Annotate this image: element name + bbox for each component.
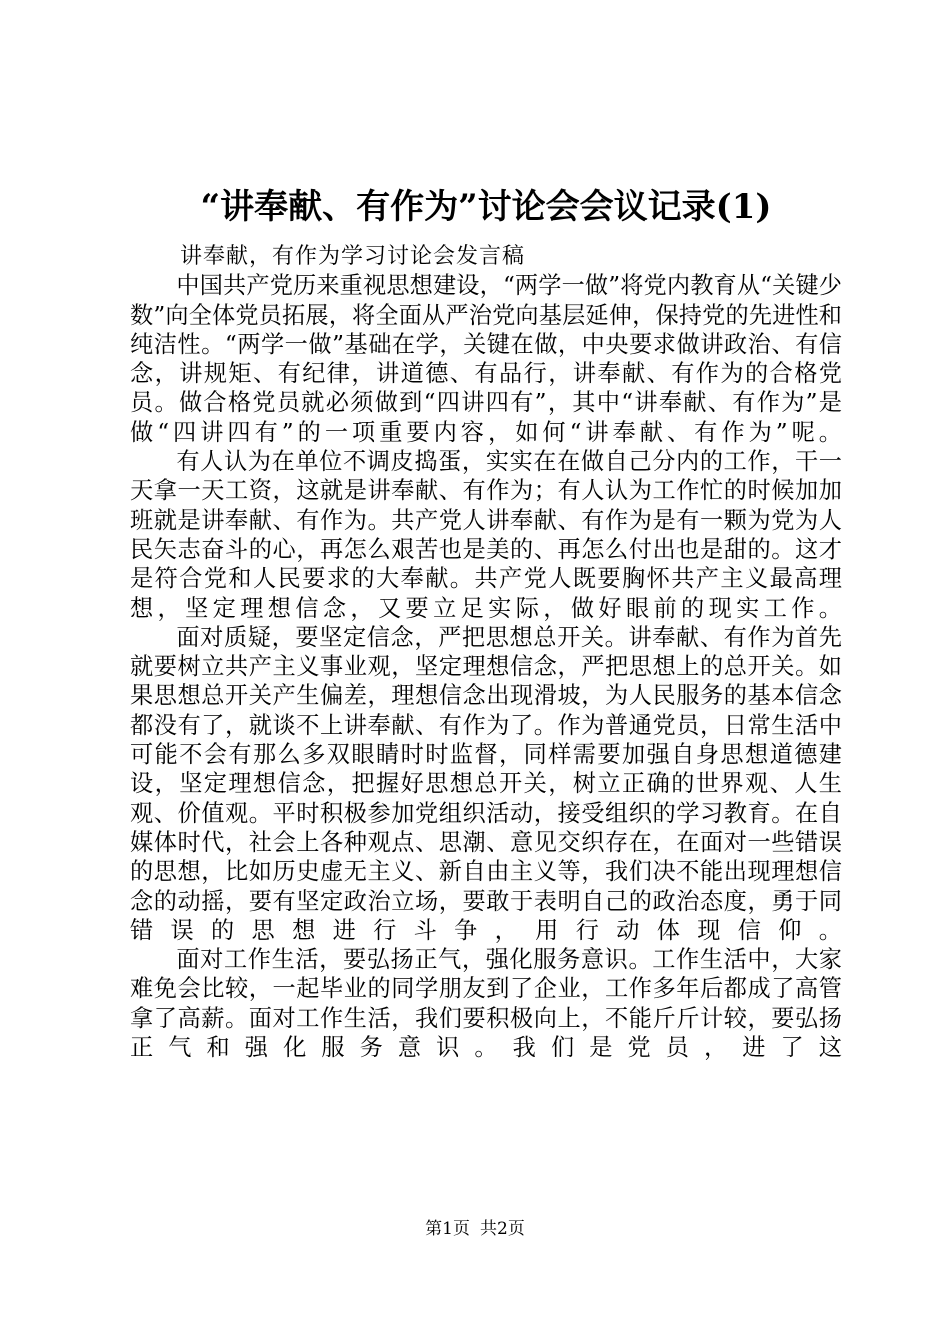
paragraph-1: 中国共产党历来重视思想建设，“两学一做”将党内教育从“关键少数”向全体党员拓展，将全面从严治党向基层延伸，保持党的先进性和纯洁性。“两学一做”基础在学，关键在做，中央要求做讲政治、有信念，讲规矩、有纪律，讲道德、有品行，讲奉献、有作为的合格党员。做合格党员就必须做到“四讲四有”，其中“讲奉献、有作为”是做“四讲四有”的一项重要内容，如何“讲奉献、有作为”呢。 [130,272,842,446]
document-body [130,182,842,1062]
page-number-current: 第1页 [425,1219,470,1239]
document-title: “讲奉献、有作为”讨论会会议记录(1) [200,187,772,227]
paragraph-4: 面对工作生活，要弘扬正气，强化服务意识。工作生活中，大家难免会比较，一起毕业的同学朋友到了企业，工作多年后都成了高管拿了高薪。面对工作生活，我们要积极向上，不能斤斤计较，要弘扬正气和强化服务意识。我们是党员，进了这 [130,946,842,1062]
page-number-total: 共2页 [480,1219,525,1239]
page-footer [0,1218,950,1240]
paragraph-2: 有人认为在单位不调皮捣蛋，实实在在做自己分内的工作，干一天拿一天工资，这就是讲奉献、有作为；有人认为工作忙的时候加加班就是讲奉献、有作为。共产党人讲奉献、有作为是有一颗为党为人民矢志奋斗的心，再怎么艰苦也是美的、再怎么付出也是甜的。这才是符合党和人民要求的大奉献。共产党人既要胸怀共产主义最高理想，坚定理想信念，又要立足实际，做好眼前的现实工作。 [130,448,842,622]
document-subtitle: 讲奉献，有作为学习讨论会发言稿 [180,244,526,269]
paragraph-3: 面对质疑，要坚定信念，严把思想总开关。讲奉献、有作为首先就要树立共产主义事业观，坚定理想信念，严把思想上的总开关。如果思想总开关产生偏差，理想信念出现滑坡，为人民服务的基本信念都没有了，就谈不上讲奉献、有作为了。作为普通党员，日常生活中可能不会有那么多双眼睛时时监督，同样需要加强自身思想道德建设，坚定理想信念，把握好思想总开关，树立正确的世界观、人生观、价值观。平时积极参加党组织活动，接受组织的学习教育。在自媒体时代，社会上各种观点、思潮、意见交织存在，在面对一些错误的思想，比如历史虚无主义、新自由主义等，我们决不能出现理想信念的动摇，要有坚定政治立场，要敢于表明自己的政治态度，勇于同错误的思想进行斗争，用行动体现信仰。 [130,623,842,944]
